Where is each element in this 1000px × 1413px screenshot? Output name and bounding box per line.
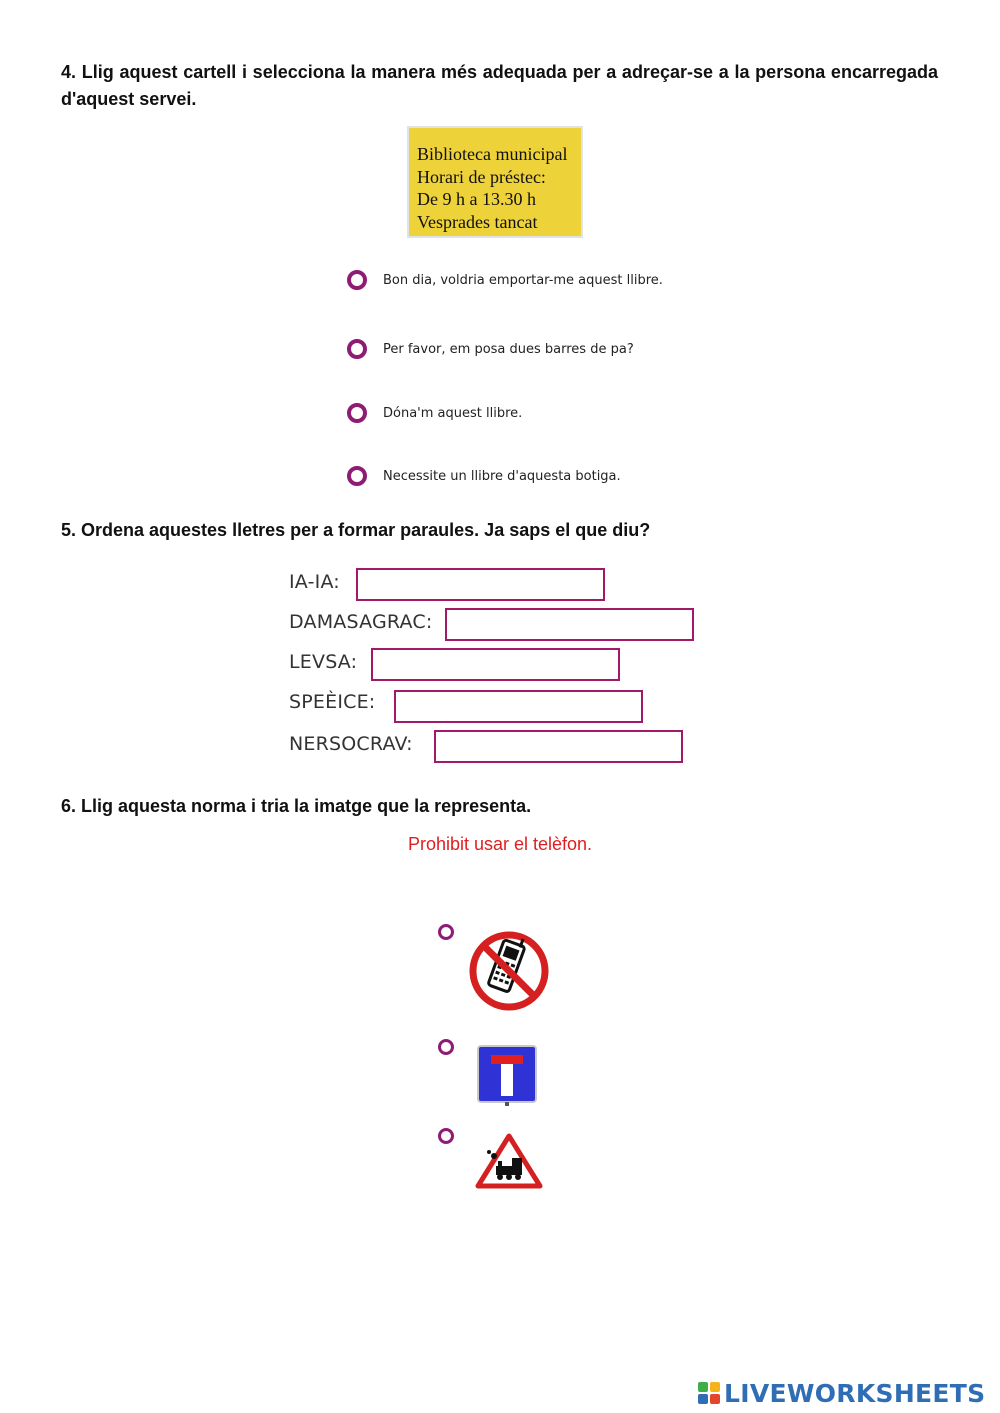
sign-line: Horari de préstec: — [417, 166, 546, 187]
scrambled-word-5: NERSOCRAV: — [289, 733, 413, 755]
q4-option-3-radio[interactable] — [347, 403, 367, 423]
railway-crossing-warning-sign-icon — [474, 1132, 544, 1190]
answer-input-1[interactable] — [356, 568, 605, 601]
dead-end-road-sign-icon — [476, 1043, 538, 1107]
logo-mark-icon — [698, 1382, 720, 1404]
liveworksheets-logo — [698, 1377, 985, 1409]
answer-input-3[interactable] — [371, 648, 620, 681]
scrambled-word-1: IA-IA: — [289, 571, 340, 593]
answer-input-4[interactable] — [394, 690, 643, 723]
library-sign-image — [407, 126, 583, 238]
scrambled-word-3: LEVSA: — [289, 651, 358, 673]
q6-option-3-radio[interactable] — [438, 1128, 454, 1144]
q4-option-1-label: Bon dia, voldria emportar-me aquest llibre. — [383, 273, 663, 288]
sign-line: Vesprades tancat — [417, 211, 538, 232]
q6-option-2-radio[interactable] — [438, 1039, 454, 1055]
q4-option-4-label: Necessite un llibre d'aquesta botiga. — [383, 469, 621, 484]
question-4-title: 4. Llig aquest cartell i selecciona la manera més adequada per a adreçar-se a la persona encarregada d'aquest servei. — [61, 62, 938, 109]
scrambled-word-2: DAMASAGRAC: — [289, 611, 433, 633]
no-phone-sign-icon — [466, 930, 552, 1014]
q4-option-4-radio[interactable] — [347, 466, 367, 486]
q4-option-2-radio[interactable] — [347, 339, 367, 359]
q6-option-1-radio[interactable] — [438, 924, 454, 940]
scrambled-word-4: SPEÈICE: — [289, 691, 376, 713]
q4-option-3-label: Dóna'm aquest llibre. — [383, 406, 523, 421]
rule-text: Prohibit usar el telèfon. — [407, 834, 593, 854]
answer-input-5[interactable] — [434, 730, 683, 763]
q4-option-1-radio[interactable] — [347, 270, 367, 290]
logo-text: LIVEWORKSHEETS — [724, 1378, 986, 1408]
q4-option-2-label: Per favor, em posa dues barres de pa? — [383, 342, 634, 357]
sign-line: Biblioteca municipal — [417, 144, 568, 164]
question-5-title: 5. Ordena aquestes lletres per a formar paraules. Ja saps el que diu? — [61, 520, 651, 540]
sign-line: De 9 h a 13.30 h — [417, 189, 536, 209]
question-6-title: 6. Llig aquesta norma i tria la imatge que la representa. — [61, 796, 532, 816]
answer-input-2[interactable] — [445, 608, 694, 641]
